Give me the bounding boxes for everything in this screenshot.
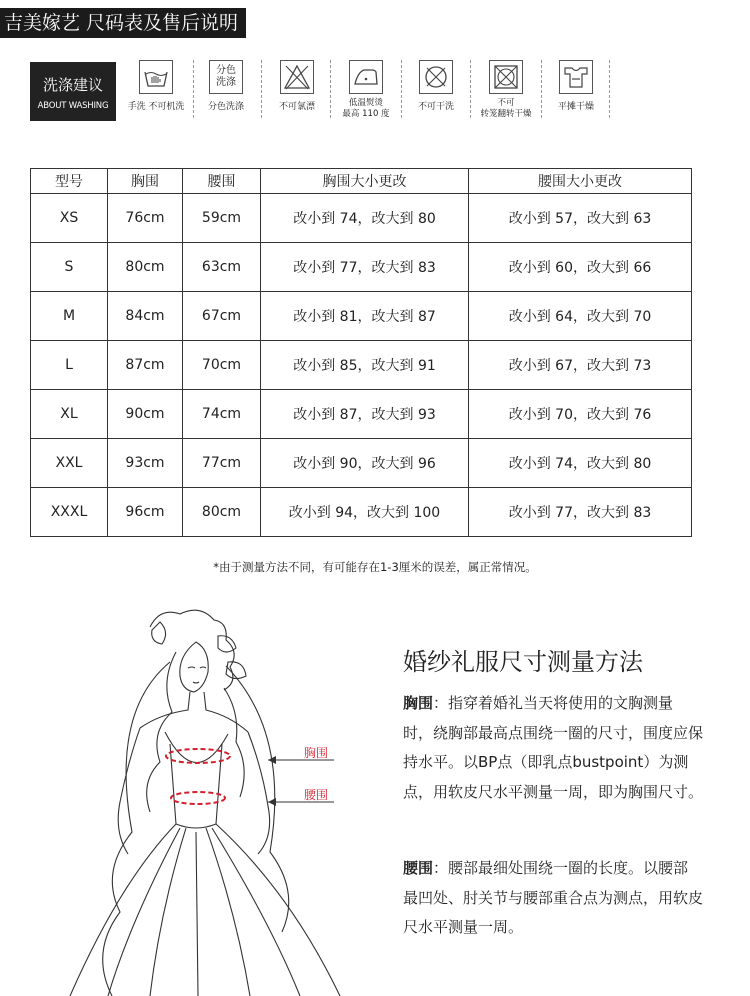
table-row	[31, 292, 692, 341]
wash-item-label: 分色洗涤	[207, 102, 244, 112]
washing-badge	[30, 62, 116, 121]
divider	[609, 60, 610, 118]
table-cell: XL	[31, 390, 108, 439]
table-cell: 80cm	[183, 488, 261, 537]
table-cell: 77cm	[183, 439, 261, 488]
washing-badge-subtitle: ABOUT WASHING	[37, 101, 109, 111]
wash-item-label: 低温熨烫 最高 110 度	[342, 98, 390, 119]
table-cell: 96cm	[108, 488, 183, 537]
separate-wash-icon: 分色 洗涤	[209, 60, 243, 94]
chest-term: 胸围	[403, 694, 434, 712]
table-cell: 改小到 64，改大到 70	[469, 292, 692, 341]
divider	[541, 60, 542, 118]
column-header-waist: 腰围	[183, 169, 261, 194]
table-cell: XS	[31, 194, 108, 243]
table-header-row	[31, 169, 692, 194]
divider	[470, 60, 471, 118]
table-cell: 改小到 74，改大到 80	[261, 194, 469, 243]
waist-text: ：腰部最细处围绕一圈的长度。以腰部最凹处、肘关节与腰部重合点为测点，用软皮尺水平测量一周。	[403, 859, 704, 936]
table-row	[31, 194, 692, 243]
wash-item-low-iron	[336, 60, 396, 120]
table-cell: 改小到 90，改大到 96	[261, 439, 469, 488]
page-title: 吉美嫁艺 尺码表及售后说明	[4, 12, 239, 34]
no-bleach-icon	[280, 60, 314, 94]
wash-item-hand	[124, 60, 188, 113]
size-table	[30, 168, 692, 537]
wash-item-label: 平摊干燥	[557, 102, 594, 112]
washing-badge-title: 洗涤建议	[42, 76, 103, 94]
wash-item-flat-dry	[548, 60, 604, 113]
table-cell: 改小到 67，改大到 73	[469, 341, 692, 390]
table-cell: 63cm	[183, 243, 261, 292]
table-cell: 改小到 74，改大到 80	[469, 439, 692, 488]
chest-description	[403, 689, 703, 807]
table-cell: L	[31, 341, 108, 390]
wash-item-no-bleach	[268, 60, 326, 113]
table-cell: 93cm	[108, 439, 183, 488]
table-cell: 76cm	[108, 194, 183, 243]
table-cell: 改小到 77，改大到 83	[469, 488, 692, 537]
divider	[401, 60, 402, 118]
waist-description	[403, 854, 703, 943]
wedding-dress-sketch	[0, 592, 380, 996]
divider	[261, 60, 262, 118]
table-row	[31, 439, 692, 488]
table-cell: S	[31, 243, 108, 292]
page-title-banner	[0, 8, 246, 38]
table-cell: 改小到 57，改大到 63	[469, 194, 692, 243]
table-row	[31, 243, 692, 292]
chest-measure-line	[166, 749, 230, 763]
wash-item-label: 不可 转笼翻转干燥	[480, 98, 532, 119]
waist-term: 腰围	[403, 859, 434, 877]
table-cell: 87cm	[108, 341, 183, 390]
column-header-waist-alteration: 腰围大小更改	[469, 169, 692, 194]
column-header-model: 型号	[31, 169, 108, 194]
no-dry-clean-icon	[419, 60, 453, 94]
wash-item-label: 手洗 不可机洗	[127, 102, 185, 112]
wash-item-no-dry-clean	[407, 60, 465, 113]
table-cell: XXL	[31, 439, 108, 488]
wash-item-label: 不可干洗	[417, 102, 454, 112]
table-cell: 67cm	[183, 292, 261, 341]
table-cell: 84cm	[108, 292, 183, 341]
waist-measure-line	[171, 792, 225, 804]
wash-item-separate	[200, 60, 252, 113]
table-cell: 改小到 60，改大到 66	[469, 243, 692, 292]
wash-item-label: 不可氯漂	[278, 102, 315, 112]
wash-item-no-tumble	[476, 60, 536, 120]
no-tumble-dry-icon	[489, 60, 523, 94]
measurement-method-title: 婚纱礼服尺寸测量方法	[403, 648, 643, 676]
measurement-note: *由于测量方法不同，有可能存在1-3厘米的误差，属正常情况。	[213, 560, 537, 574]
figure-chest-label: 胸围	[304, 746, 329, 760]
table-cell: 改小到 81，改大到 87	[261, 292, 469, 341]
hand-wash-icon	[139, 60, 173, 94]
table-cell: M	[31, 292, 108, 341]
table-cell: 90cm	[108, 390, 183, 439]
chest-text: ：指穿着婚礼当天将使用的文胸测量时，绕胸部最高点围绕一圈的尺寸，围度应保持水平。以BP点（即乳点bustpoint）为测点，用软皮尺水平测量一周，即为胸围尺寸。	[403, 694, 704, 801]
column-header-chest-alteration: 胸围大小更改	[261, 169, 469, 194]
table-cell: 改小到 87，改大到 93	[261, 390, 469, 439]
figure-waist-label: 腰围	[304, 788, 329, 802]
table-cell: 改小到 85，改大到 91	[261, 341, 469, 390]
table-row	[31, 341, 692, 390]
table-cell: 改小到 70，改大到 76	[469, 390, 692, 439]
table-row	[31, 488, 692, 537]
table-cell: 改小到 77，改大到 83	[261, 243, 469, 292]
table-cell: 80cm	[108, 243, 183, 292]
table-cell: 74cm	[183, 390, 261, 439]
flat-dry-icon	[559, 60, 593, 94]
column-header-chest: 胸围	[108, 169, 183, 194]
table-cell: 59cm	[183, 194, 261, 243]
low-iron-icon	[349, 60, 383, 94]
table-cell: XXXL	[31, 488, 108, 537]
table-cell: 70cm	[183, 341, 261, 390]
table-cell: 改小到 94，改大到 100	[261, 488, 469, 537]
table-row	[31, 390, 692, 439]
divider	[193, 60, 194, 118]
divider	[330, 60, 331, 118]
